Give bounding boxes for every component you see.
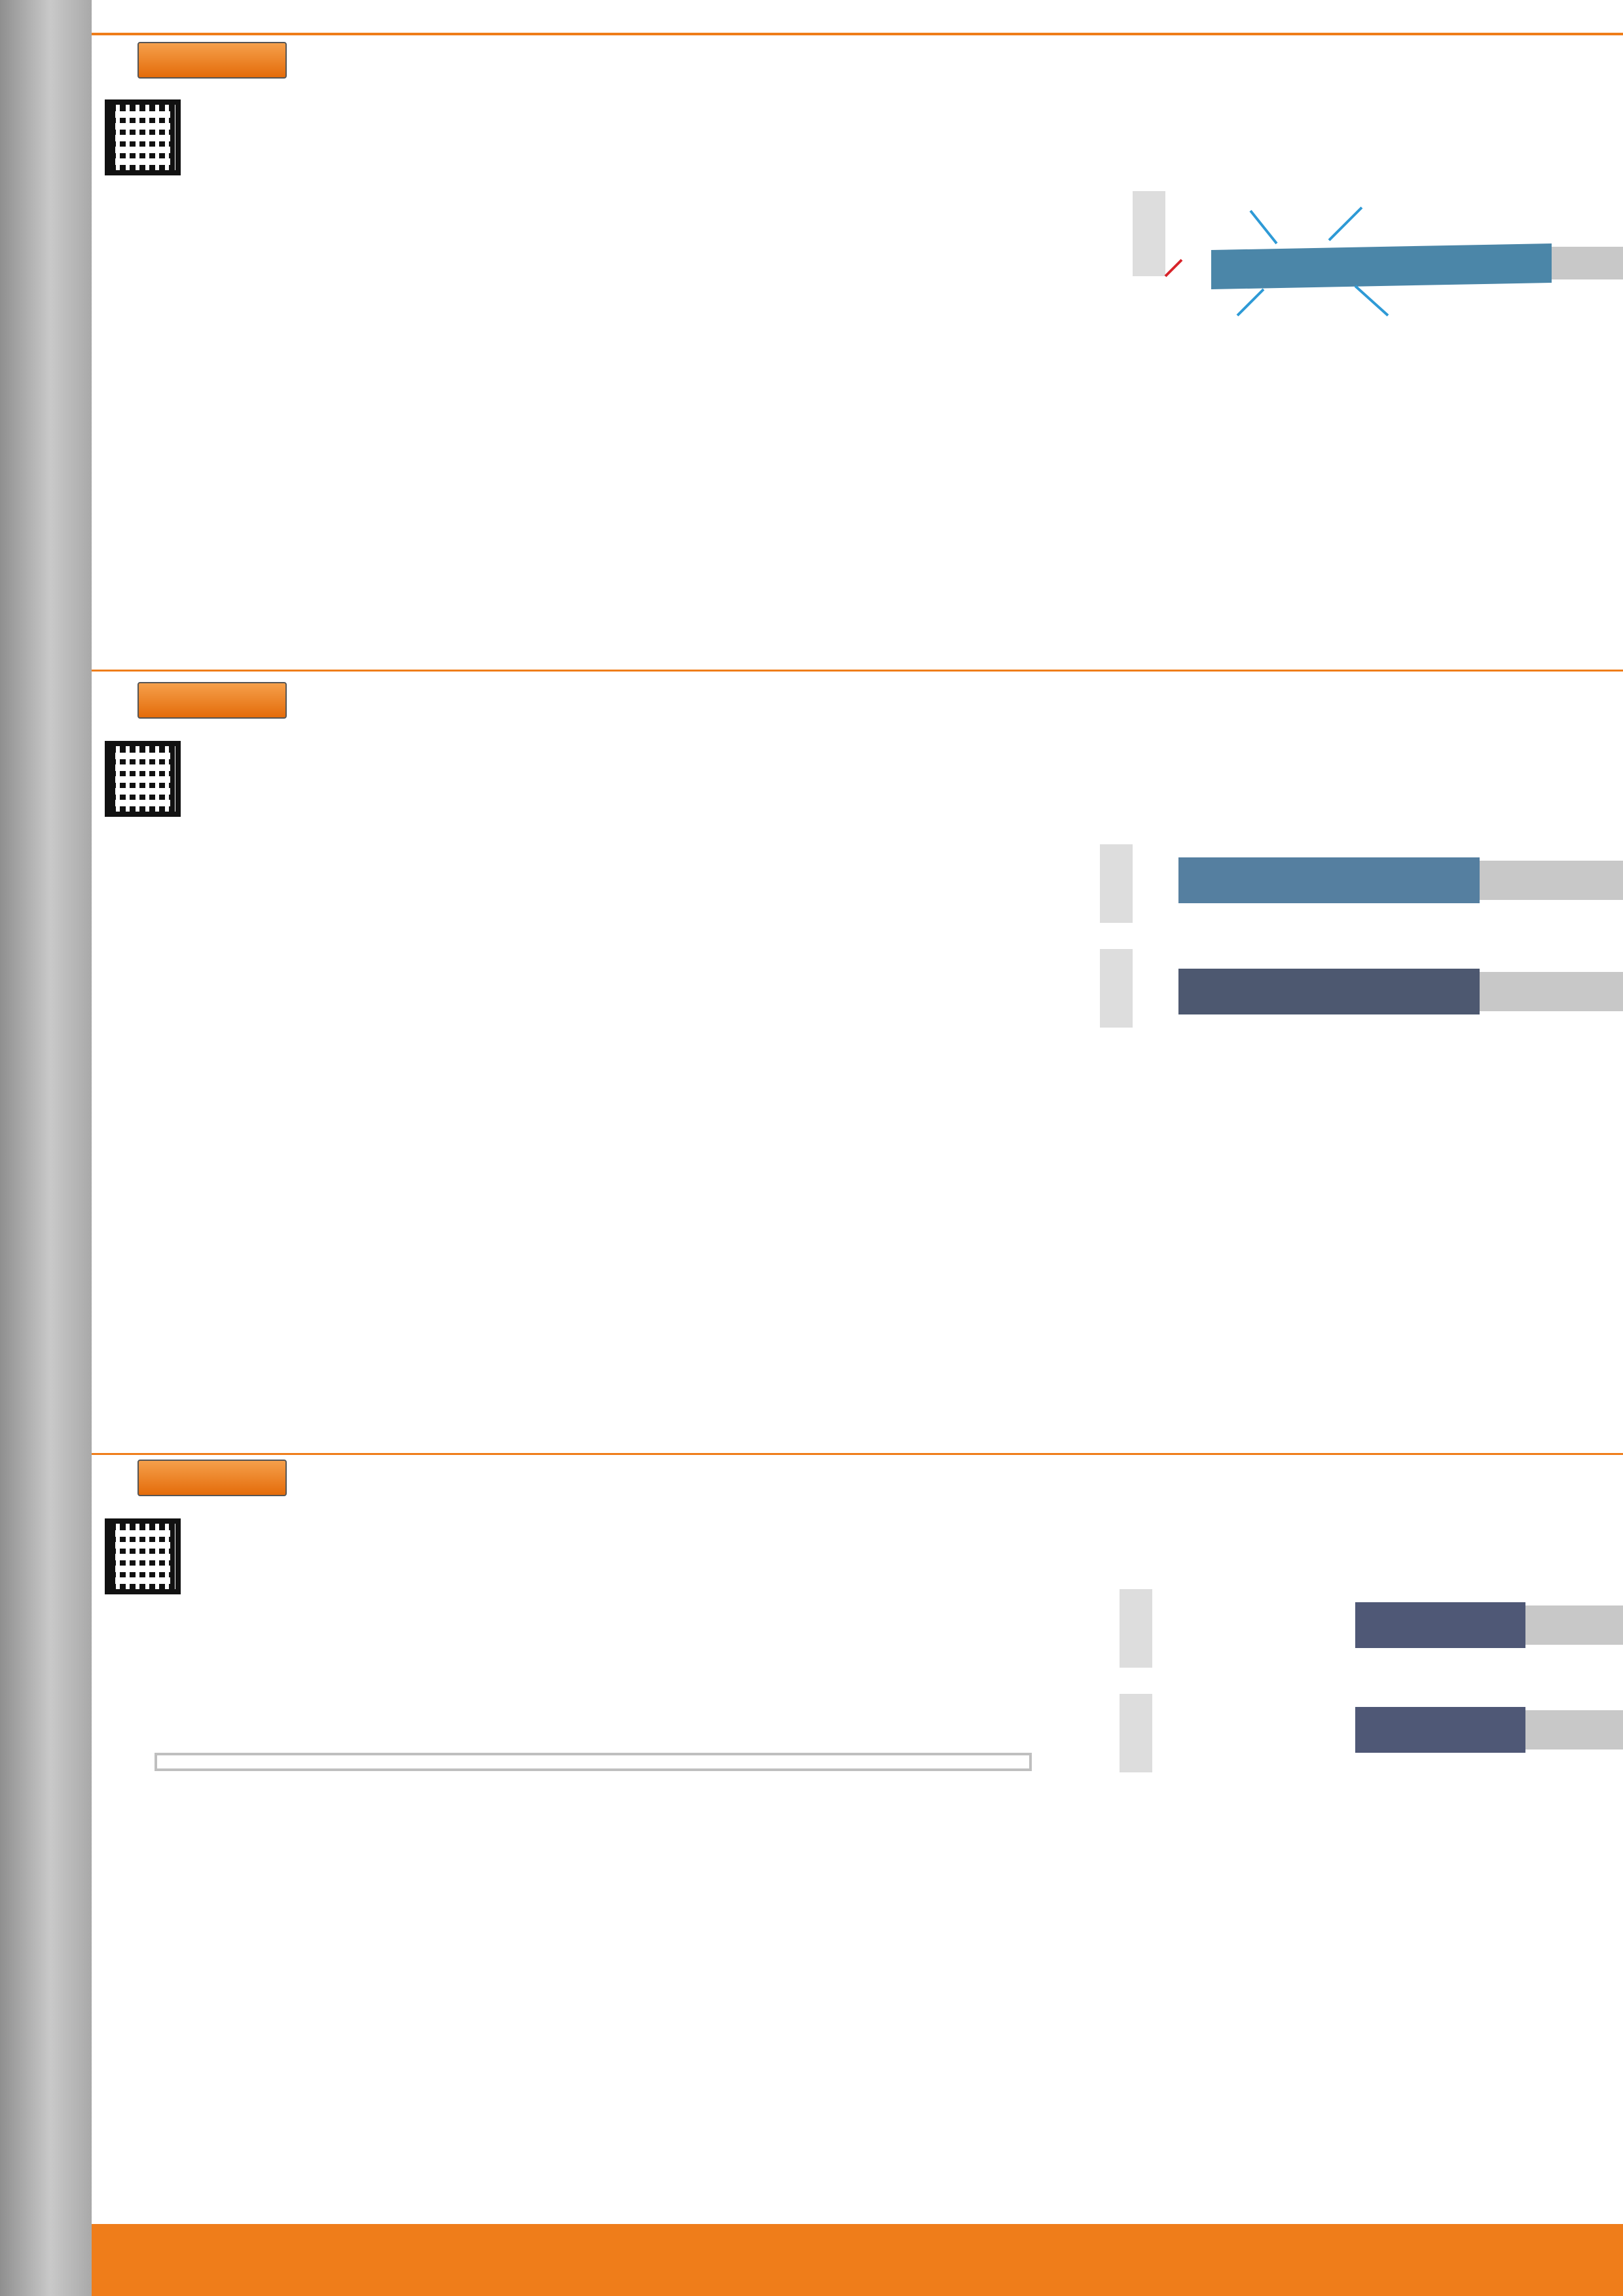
tool-images [1106,1576,1623,1785]
note-box [155,1753,1032,1771]
qr-code-icon[interactable] [105,99,181,175]
garant-logo [137,42,287,79]
section-divider [92,670,1623,672]
qr-code-icon[interactable] [105,1518,181,1594]
section-roughing-short [137,1458,1591,2217]
tool-images [1028,831,1623,1067]
qr-code-icon[interactable] [105,741,181,817]
section-divider [92,1453,1623,1455]
section-roughing-cooling [137,41,1591,669]
footer [92,2224,1623,2296]
section-header [137,41,310,80]
tool-image [1080,178,1623,329]
garant-logo [137,682,287,719]
section-header [137,681,334,720]
chapter-sidebar [0,0,92,2296]
top-rule [92,33,1623,35]
section-header [137,1458,310,1498]
garant-logo [137,1460,287,1496]
section-roughing [137,681,1591,1446]
